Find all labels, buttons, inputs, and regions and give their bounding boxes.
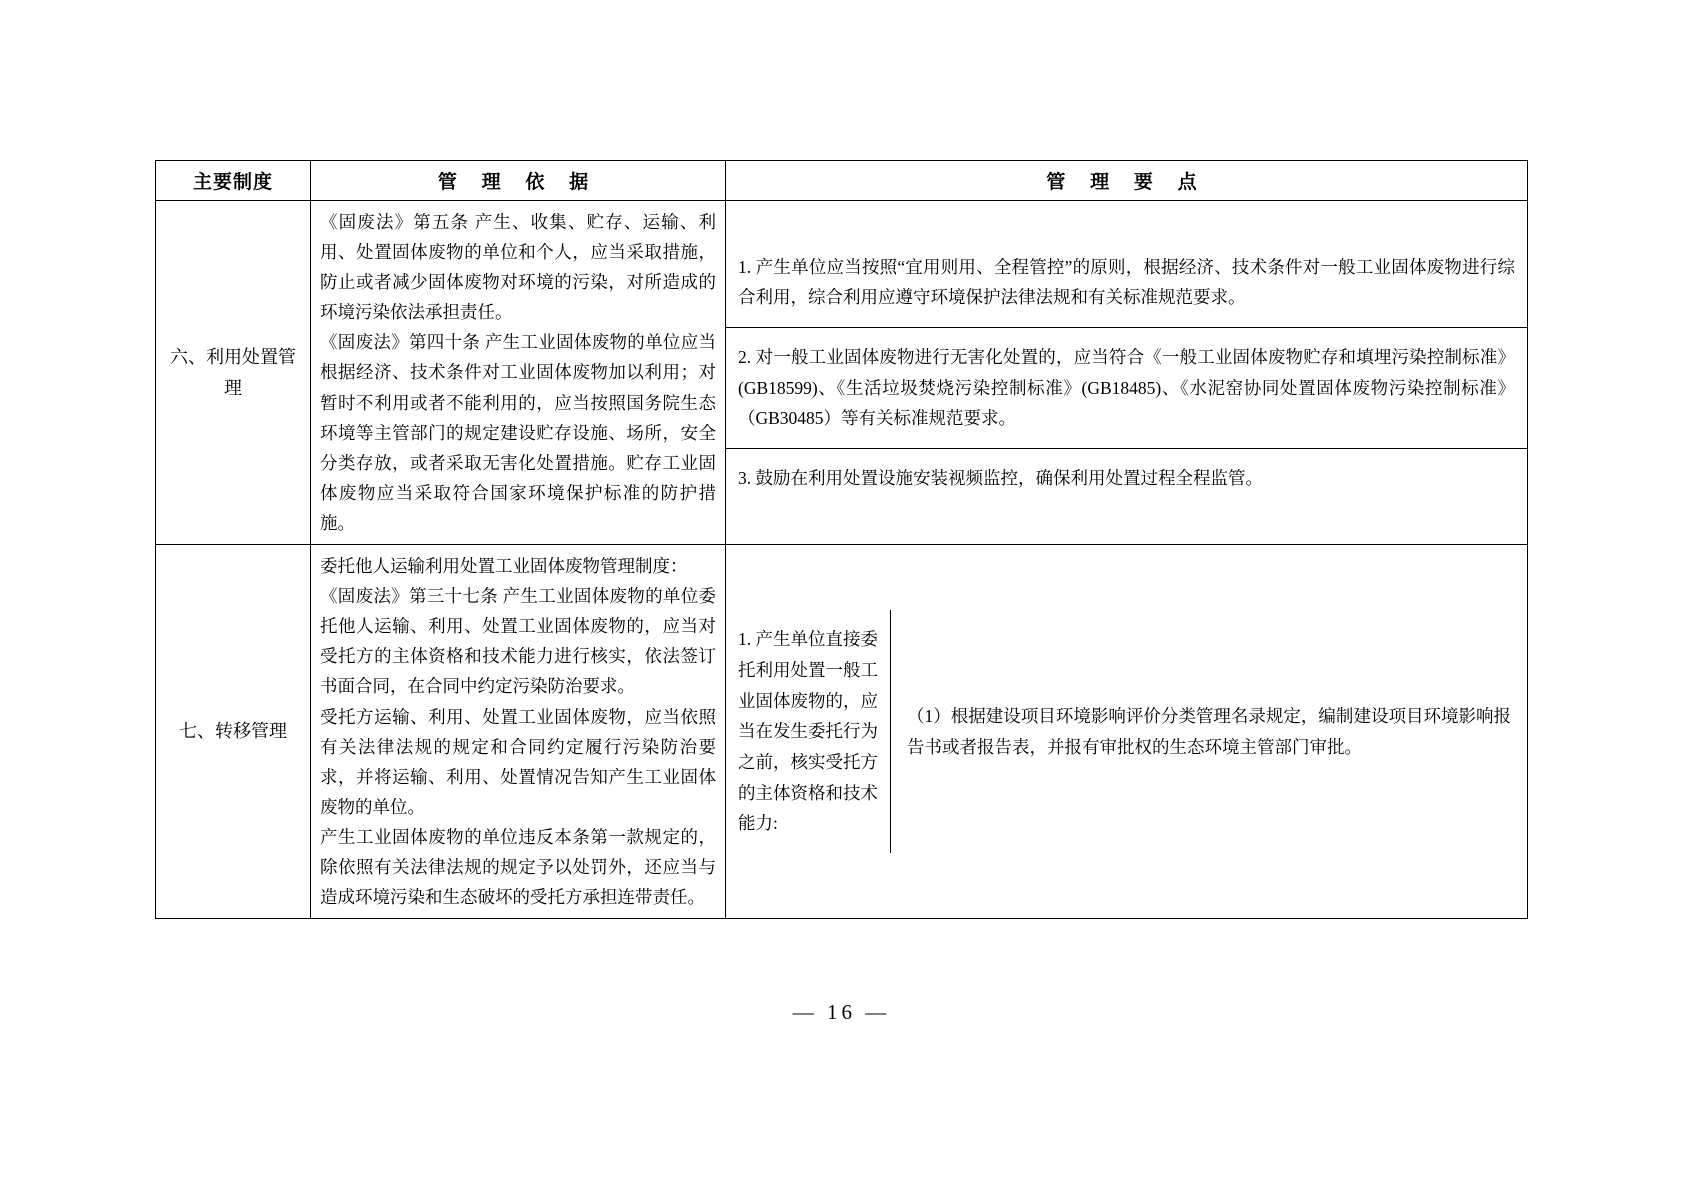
points-subtable xyxy=(726,238,1527,508)
header-main-system: 主要制度 xyxy=(156,161,311,201)
basis-paragraph: 《固废法》第四十条 产生工业固体废物的单位应当根据经济、技术条件对工业固体废物加以利用；对暂时不利用或者不能利用的，应当按照国务院生态环境等主管部门的规定建设贮存设施、场所，安全分类存放，或者采取无害化处置措施。贮存工业固体废物应当采取符合国家环境保护标准的防护措施。 xyxy=(320,332,716,533)
basis-paragraph: 委托他人运输利用处置工业固体废物管理制度： xyxy=(320,556,688,577)
row-seven-points xyxy=(726,545,1528,919)
point-item-1: 1. 产生单位应当按照“宜用则用、全程管控”的原则，根据经济、技术条件对一般工业固体废物进行综合利用，综合利用应遵守环境保护法律法规和有关标准规范要求。 xyxy=(726,238,1527,328)
row-six-basis xyxy=(311,201,726,545)
table-row xyxy=(156,545,1528,919)
point-item-3: 3. 鼓励在利用处置设施安装视频监控，确保利用处置过程全程监管。 xyxy=(738,467,1263,488)
point-row xyxy=(726,238,1527,328)
header-management-basis: 管 理 依 据 xyxy=(311,161,726,201)
basis-paragraph: 受托方运输、利用、处置工业固体废物，应当依照有关法律法规的规定和合同约定履行污染防治要求，并将运输、利用、处置情况告知产生工业固体废物的单位。 xyxy=(320,706,716,817)
point-sub-label: 1. 产生单位直接委托利用处置一般工业固体废物的，应当在发生委托行为之前，核实受托方的主体资格和技术能力: xyxy=(726,610,891,852)
regulation-table xyxy=(155,160,1528,919)
points-subtable xyxy=(726,610,1527,852)
point-row xyxy=(726,610,1527,852)
header-management-points: 管 理 要 点 xyxy=(726,161,1528,201)
basis-paragraph: 产生工业固体废物的单位违反本条第一款规定的，除依照有关法律法规的规定予以处罚外，还应当与造成环境污染和生态破坏的受托方承担连带责任。 xyxy=(320,826,716,908)
basis-paragraph: 《固废法》第三十七条 产生工业固体废物的单位委托他人运输、利用、处置工业固体废物的，应当对受托方的主体资格和技术能力进行核实，依法签订书面合同，在合同中约定污染防治要求。 xyxy=(320,586,716,697)
row-label-seven: 七、转移管理 xyxy=(156,545,311,919)
table-header-row xyxy=(156,161,1528,201)
row-six-points xyxy=(726,201,1528,545)
row-label-six: 六、利用处置管理 xyxy=(156,201,311,545)
table-row xyxy=(156,201,1528,545)
page-number: — 16 — xyxy=(792,1000,891,1024)
point-sub-text: （1）根据建设项目环境影响评价分类管理名录规定，编制建设项目环境影响报告书或者报告表，并报有审批权的生态环境主管部门审批。 xyxy=(907,705,1511,757)
basis-paragraph: 《固废法》第五条 产生、收集、贮存、运输、利用、处置固体废物的单位和个人，应当采取措施，防止或者减少固体废物对环境的污染，对所造成的环境污染依法承担责任。 xyxy=(320,212,716,323)
point-row xyxy=(726,327,1527,448)
point-row xyxy=(726,448,1527,507)
point-item-2: 2. 对一般工业固体废物进行无害化处置的，应当符合《一般工业固体废物贮存和填埋污染控制标准》(GB18599)、《生活垃圾焚烧污染控制标准》(GB18485)、《水泥窑协同处置固体废物污染控制标准》（GB30485）等有关标准规范要求。 xyxy=(726,327,1527,448)
row-seven-basis xyxy=(311,545,726,919)
